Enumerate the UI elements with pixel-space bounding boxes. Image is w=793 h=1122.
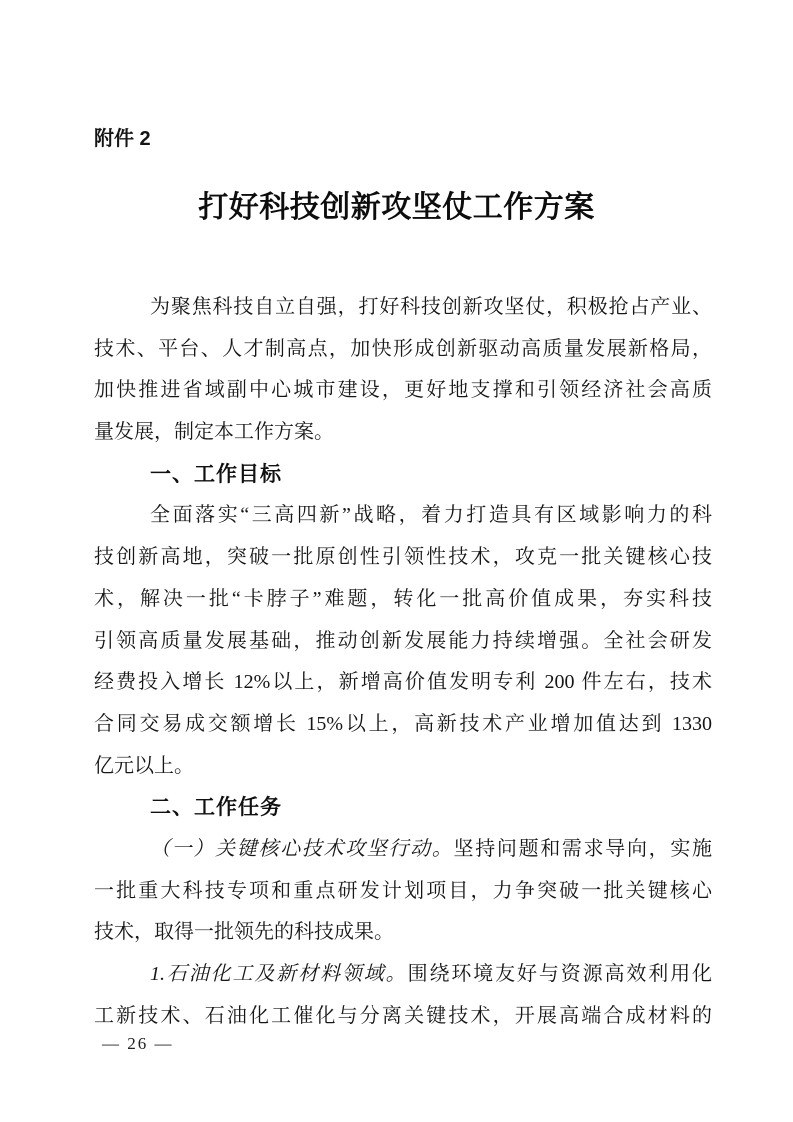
paragraph-line: 经费投入增长 12%以上，新增高价值发明专利 200 件左右，技术 (94, 671, 712, 694)
paragraph-line: 技创新高地，突破一批原创性引领性技术，攻克一批关键核心技 (94, 546, 712, 569)
document-title: 打好科技创新攻坚仗工作方案 (198, 191, 595, 224)
paragraph-line: 合同交易成交额增长 15%以上，高新技术产业增加值达到 1330 (94, 712, 712, 735)
document-body (94, 287, 712, 1037)
paragraph-line: 加快推进省域副中心城市建设，更好地支撑和引领经济社会高质 (94, 379, 712, 402)
paragraph-line (94, 829, 712, 871)
paragraph-line: 术，解决一批“卡脖子”难题，转化一批高价值成果，夯实科技 (94, 587, 712, 610)
paragraph-line: 技术，取得一批领先的科技成果。 (94, 921, 394, 944)
section-heading-1: 一、工作目标 (150, 462, 282, 486)
attachment-label: 附件 2 (94, 128, 151, 150)
paragraph-line: 全面落实“三高四新”战略，着力打造具有区域影响力的科 (150, 504, 712, 527)
section-heading-2: 二、工作任务 (150, 796, 282, 820)
paragraph-line: 工新技术、石油化工催化与分离关键技术，开展高端合成材料的 (94, 1004, 712, 1027)
paragraph-text: 坚持问题和需求导向，实施 (453, 837, 712, 860)
paragraph-line: 为聚焦科技自立自强，打好科技创新攻坚仗，积极抢占产业、 (150, 296, 712, 318)
paragraph-line: 一批重大科技专项和重点研发计划项目，力争突破一批关键核心 (94, 879, 712, 902)
clause-lead-kai: 1.石油化工及新材料领域。 (150, 963, 408, 985)
page-number: — 26 — (102, 1034, 174, 1053)
paragraph-line: 技术、平台、人才制高点，加快形成创新驱动高质量发展新格局， (94, 337, 712, 360)
paragraph-line: 量发展，制定本工作方案。 (94, 421, 334, 444)
paragraph-line: 引领高质量发展基础，推动创新发展能力持续增强。全社会研发 (94, 629, 712, 652)
paragraph-line: 亿元以上。 (94, 754, 194, 777)
paragraph-text: 围绕环境友好与资源高效利用化 (407, 963, 712, 985)
clause-lead-kai: （一）关键核心技术攻坚行动。 (150, 837, 454, 860)
paragraph-line (94, 954, 712, 996)
